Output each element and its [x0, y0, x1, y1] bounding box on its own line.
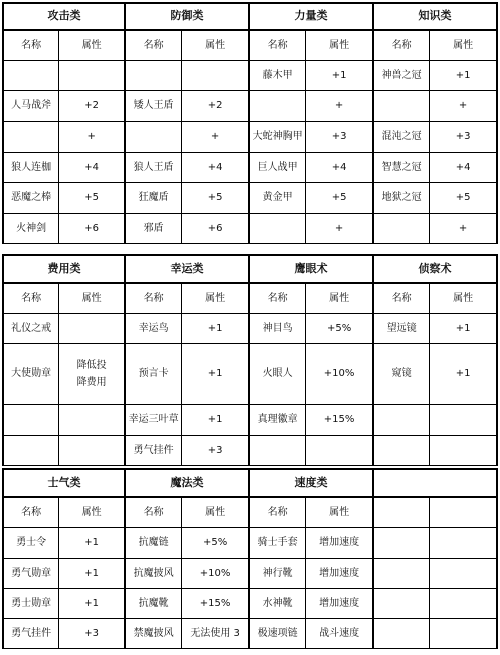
item-attribute-cell: +1 [59, 528, 124, 559]
item-attribute-cell: +6 [84, 223, 100, 235]
item-attribute-line: 降费用 [76, 377, 107, 388]
item-name-cell: 火神剑 [4, 214, 59, 244]
section-title: 知识类 [374, 2, 496, 31]
column-header-attribute: 属性 [306, 498, 372, 528]
item-attribute-cell: +5% [306, 314, 372, 344]
item-attribute-cell [59, 344, 124, 405]
item-name-cell: 狂魔盾 [126, 183, 182, 214]
item-attribute-cell: +6 [207, 223, 223, 235]
section-title: 鹰眼术 [250, 254, 372, 284]
item-name-cell: 勇士勋章 [4, 589, 59, 619]
item-attribute-cell: +3 [306, 122, 372, 153]
column-header-attribute: 属性 [182, 498, 248, 528]
item-name-cell: 抗魔披风 [126, 559, 182, 589]
item-attribute-cell: +3 [207, 445, 223, 457]
item-name-cell [374, 214, 430, 244]
item-attribute-cell: + [458, 223, 468, 235]
item-attribute-cell: +3 [430, 122, 496, 153]
item-attribute-cell: +4 [182, 153, 248, 183]
section-title: 魔法类 [126, 468, 248, 498]
item-name-cell: 大使勋章 [4, 344, 59, 405]
section-table [2, 2, 126, 244]
item-attribute-cell: +2 [182, 91, 248, 122]
item-name-cell: 水神靴 [250, 589, 306, 619]
section-table [126, 2, 250, 244]
item-attribute-cell [182, 61, 248, 91]
item-name-cell: 藤木甲 [250, 61, 306, 91]
item-attribute-cell: + [306, 91, 372, 122]
column-header-attribute [430, 498, 496, 528]
item-attribute-cell: 增加速度 [306, 589, 372, 619]
section-table [374, 254, 498, 466]
section-title: 攻击类 [4, 2, 124, 31]
item-name-cell [250, 436, 306, 466]
column-header-name: 名称 [250, 498, 306, 528]
item-name-cell: 礼仪之戒 [4, 314, 59, 344]
column-header-name: 名称 [4, 284, 59, 314]
item-attribute-cell: +1 [59, 559, 124, 589]
item-attribute-cell: +2 [59, 91, 124, 122]
item-attribute-cell: +10% [182, 559, 248, 589]
item-attribute-cell: +5% [182, 528, 248, 559]
item-attribute-cell [430, 619, 496, 649]
item-attribute-line: 降低投 [76, 359, 107, 371]
section-table [374, 468, 498, 649]
item-attribute-cell: +4 [430, 153, 496, 183]
item-attribute-cell: + [59, 122, 124, 153]
item-attribute-cell: + [334, 223, 344, 235]
item-name-cell: 勇气挂件 [126, 436, 182, 466]
column-header-name: 名称 [374, 284, 430, 314]
item-attribute-cell: 无法使用 3 [190, 628, 240, 640]
item-attribute-cell [59, 61, 124, 91]
item-name-cell [374, 436, 430, 466]
column-header-attribute: 属性 [306, 284, 372, 314]
item-name-cell: 狼人王盾 [126, 153, 182, 183]
section-title: 力量类 [250, 2, 372, 31]
item-attribute-cell: 增加速度 [306, 559, 372, 589]
item-name-cell: 勇气挂件 [4, 619, 59, 649]
item-name-cell: 预言卡 [126, 344, 182, 405]
item-attribute-cell [59, 436, 124, 466]
item-attribute-cell: +1 [59, 589, 124, 619]
item-name-cell: 极速项链 [250, 619, 306, 649]
item-attribute-cell: +5 [306, 183, 372, 214]
item-attribute-cell: +4 [306, 153, 372, 183]
item-name-cell: 狼人连枷 [4, 153, 59, 183]
column-header-attribute: 属性 [59, 498, 124, 528]
item-name-cell [250, 214, 306, 244]
item-attribute-cell: +1 [182, 405, 248, 436]
item-attribute-cell: 增加速度 [306, 528, 372, 559]
section-table [250, 254, 374, 466]
item-attribute-cell: +5 [182, 183, 248, 214]
item-name-cell [374, 619, 430, 649]
item-attribute-cell: +15% [306, 405, 372, 436]
column-header-name: 名称 [126, 498, 182, 528]
column-header-name: 名称 [4, 31, 59, 61]
column-header-attribute: 属性 [182, 284, 248, 314]
item-name-cell: 邪盾 [126, 214, 182, 244]
item-name-cell [374, 405, 430, 436]
item-name-cell: 矮人王盾 [126, 91, 182, 122]
column-header-attribute: 属性 [59, 284, 124, 314]
section-title: 幸运类 [126, 254, 248, 284]
item-name-cell: 神行靴 [250, 559, 306, 589]
item-name-cell [374, 528, 430, 559]
item-name-cell: 真理徽章 [250, 405, 306, 436]
item-attribute-cell [430, 528, 496, 559]
item-name-cell [126, 122, 182, 153]
column-header-attribute: 属性 [182, 31, 248, 61]
column-header-attribute: 属性 [306, 31, 372, 61]
item-attribute-cell [430, 589, 496, 619]
item-attribute-cell: 战斗速度 [319, 628, 360, 640]
item-name-cell: 巨人战甲 [250, 153, 306, 183]
item-attribute-cell: +10% [306, 344, 372, 405]
section-table [2, 254, 126, 466]
section-title [374, 468, 496, 498]
item-name-cell: 恶魔之棒 [4, 183, 59, 214]
item-name-cell: 神兽之冠 [374, 61, 430, 91]
item-name-cell: 智慧之冠 [374, 153, 430, 183]
item-name-cell: 勇士令 [4, 528, 59, 559]
item-attribute-cell: + [430, 91, 496, 122]
column-header-name: 名称 [250, 284, 306, 314]
column-header-name: 名称 [4, 498, 59, 528]
item-name-cell: 骑士手套 [250, 528, 306, 559]
section-table [250, 2, 374, 244]
item-attribute-cell: +1 [430, 61, 496, 91]
item-attribute-cell [430, 405, 496, 436]
column-header-attribute: 属性 [430, 284, 496, 314]
column-header-attribute: 属性 [430, 31, 496, 61]
item-name-cell [374, 91, 430, 122]
item-attribute-cell [306, 436, 372, 466]
item-name-cell [374, 589, 430, 619]
section-title: 侦察术 [374, 254, 496, 284]
item-name-cell: 地狱之冠 [374, 183, 430, 214]
item-attribute-cell: +1 [182, 344, 248, 405]
item-name-cell: 神目鸟 [250, 314, 306, 344]
item-attribute-cell: +5 [430, 183, 496, 214]
item-attribute-cell: +15% [182, 589, 248, 619]
item-attribute-cell: +5 [59, 183, 124, 214]
item-attribute-cell [430, 559, 496, 589]
item-name-cell: 勇气勋章 [4, 559, 59, 589]
item-attribute-cell: +1 [430, 314, 496, 344]
item-attribute-cell [59, 314, 124, 344]
item-name-cell [4, 436, 59, 466]
item-name-cell: 人马战斧 [4, 91, 59, 122]
column-header-attribute: 属性 [59, 31, 124, 61]
column-header-name [374, 498, 430, 528]
section-table [250, 468, 374, 649]
section-table [2, 468, 126, 649]
item-name-cell: 幸运三叶草 [126, 405, 182, 436]
section-table [374, 2, 498, 244]
item-attribute-cell: +1 [306, 61, 372, 91]
item-name-cell [4, 405, 59, 436]
item-name-cell: 禁魔披风 [126, 619, 182, 649]
equipment-attribute-table [2, 2, 498, 653]
section-table [126, 468, 250, 649]
item-name-cell: 望远镜 [374, 314, 430, 344]
item-name-cell [126, 61, 182, 91]
item-name-cell [4, 122, 59, 153]
column-header-name: 名称 [374, 31, 430, 61]
item-name-cell: 抗魔链 [126, 528, 182, 559]
item-name-cell: 混沌之冠 [374, 122, 430, 153]
item-attribute-cell: +1 [430, 344, 496, 405]
section-title: 速度类 [250, 468, 372, 498]
item-name-cell: 幸运鸟 [126, 314, 182, 344]
item-name-cell [250, 91, 306, 122]
item-attribute-cell [430, 436, 496, 466]
item-name-cell [374, 559, 430, 589]
item-attribute-cell: +1 [182, 314, 248, 344]
item-attribute-cell: +3 [84, 628, 100, 640]
item-attribute-cell: + [182, 122, 248, 153]
section-table [126, 254, 250, 466]
item-name-cell: 窥镜 [374, 344, 430, 405]
item-name-cell: 火眼人 [250, 344, 306, 405]
item-name-cell [4, 61, 59, 91]
column-header-name: 名称 [126, 284, 182, 314]
item-attribute-cell [59, 405, 124, 436]
section-title: 费用类 [4, 254, 124, 284]
item-attribute-cell: +4 [59, 153, 124, 183]
item-name-cell: 黄金甲 [250, 183, 306, 214]
item-name-cell: 大蛇神胸甲 [250, 122, 306, 153]
column-header-name: 名称 [126, 31, 182, 61]
item-name-cell: 抗魔靴 [126, 589, 182, 619]
section-title: 防御类 [126, 2, 248, 31]
section-title: 士气类 [4, 468, 124, 498]
column-header-name: 名称 [250, 31, 306, 61]
